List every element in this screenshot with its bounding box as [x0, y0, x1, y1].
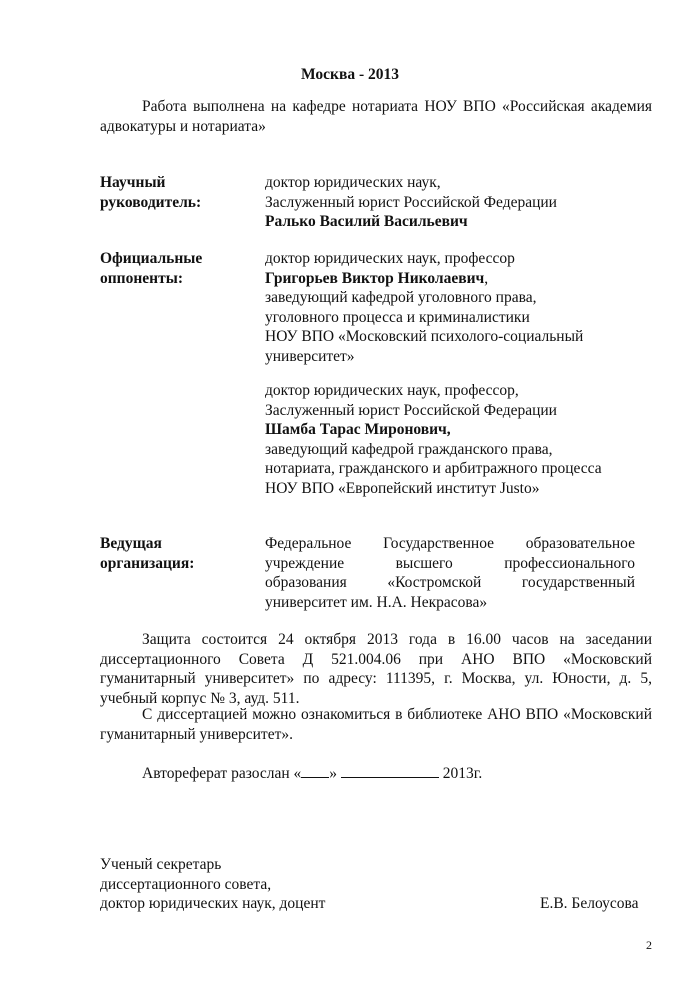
lead-org-label: Ведущая организация:: [100, 535, 195, 572]
defense-paragraph: Защита состоится 24 октября 2013 года в 16.00 часов на заседании диссертационного Совета Д 521.004.06 при АНО ВПО «Московский гуманитарный университет» по адресу: 111395, г. Москва, ул. Юности, д. 5, учебный корпус № 3, ауд. 511.: [100, 631, 652, 707]
opponent-1-org-cont: университет»: [265, 347, 355, 365]
opponent-2-position: заведующий кафедрой гражданского права,: [265, 440, 553, 458]
opponent-2-position-cont: нотариата, гражданского и арбитражного процесса: [265, 460, 602, 477]
opponent-1-info: [265, 249, 652, 366]
lead-org-info: Федеральное Государственное образовательное учреждение высшего профессионального образования «Костромской государственный университет им. Н.А. Некрасова»: [265, 535, 635, 611]
supervisor-title: Заслуженный юрист Российской Федерации: [265, 193, 557, 211]
opponent-2-org: НОУ ВПО «Европейский институт Justo»: [265, 479, 540, 497]
opponent-2-name: Шамба Тарас Миронович,: [265, 421, 451, 438]
supervisor-name: Ралько Василий Васильевич: [265, 213, 468, 230]
opponent-1-name: Григорьев Виктор Николаевич: [265, 269, 485, 287]
sent-date-line: Автореферат разослан « » 2013г.: [142, 765, 483, 782]
library-paragraph: С диссертацией можно ознакомиться в библиотеке АНО ВПО «Московский гуманитарный университет».: [100, 706, 652, 743]
day-blank: [301, 763, 329, 778]
opponent-2-title: Заслуженный юрист Российской Федерации: [265, 401, 557, 419]
opponent-1-degree: доктор юридических наук, профессор: [265, 250, 515, 267]
supervisor-label: Научный руководитель:: [100, 174, 202, 211]
opponent-1-position-cont: уголовного процесса и криминалистики: [265, 308, 530, 326]
page-title: Москва - 2013: [300, 66, 400, 83]
opponent-2-info: [265, 381, 652, 498]
intro-paragraph: Работа выполнена на кафедре нотариата НОУ ВПО «Российская академия адвокатуры и нотариата»: [100, 98, 652, 135]
supervisor-degree: доктор юридических наук,: [265, 174, 441, 191]
month-blank: [341, 763, 439, 778]
secretary-title: Ученый секретарь диссертационного совета, доктор юридических наук, доцент: [100, 856, 326, 912]
opponent-1-position: заведующий кафедрой уголовного права,: [265, 289, 537, 306]
opponent-1-name-line: Григорьев Виктор Николаевич,: [265, 269, 489, 287]
secretary-name: Е.В. Белоусова: [540, 895, 639, 912]
supervisor-info: [265, 173, 652, 232]
opponent-1-org: НОУ ВПО «Московский психолого-социальный: [265, 328, 584, 345]
page-number: 2: [646, 938, 652, 952]
opponents-label: Официальные оппоненты:: [100, 250, 203, 287]
opponent-2-degree: доктор юридических наук, профессор,: [265, 382, 519, 399]
